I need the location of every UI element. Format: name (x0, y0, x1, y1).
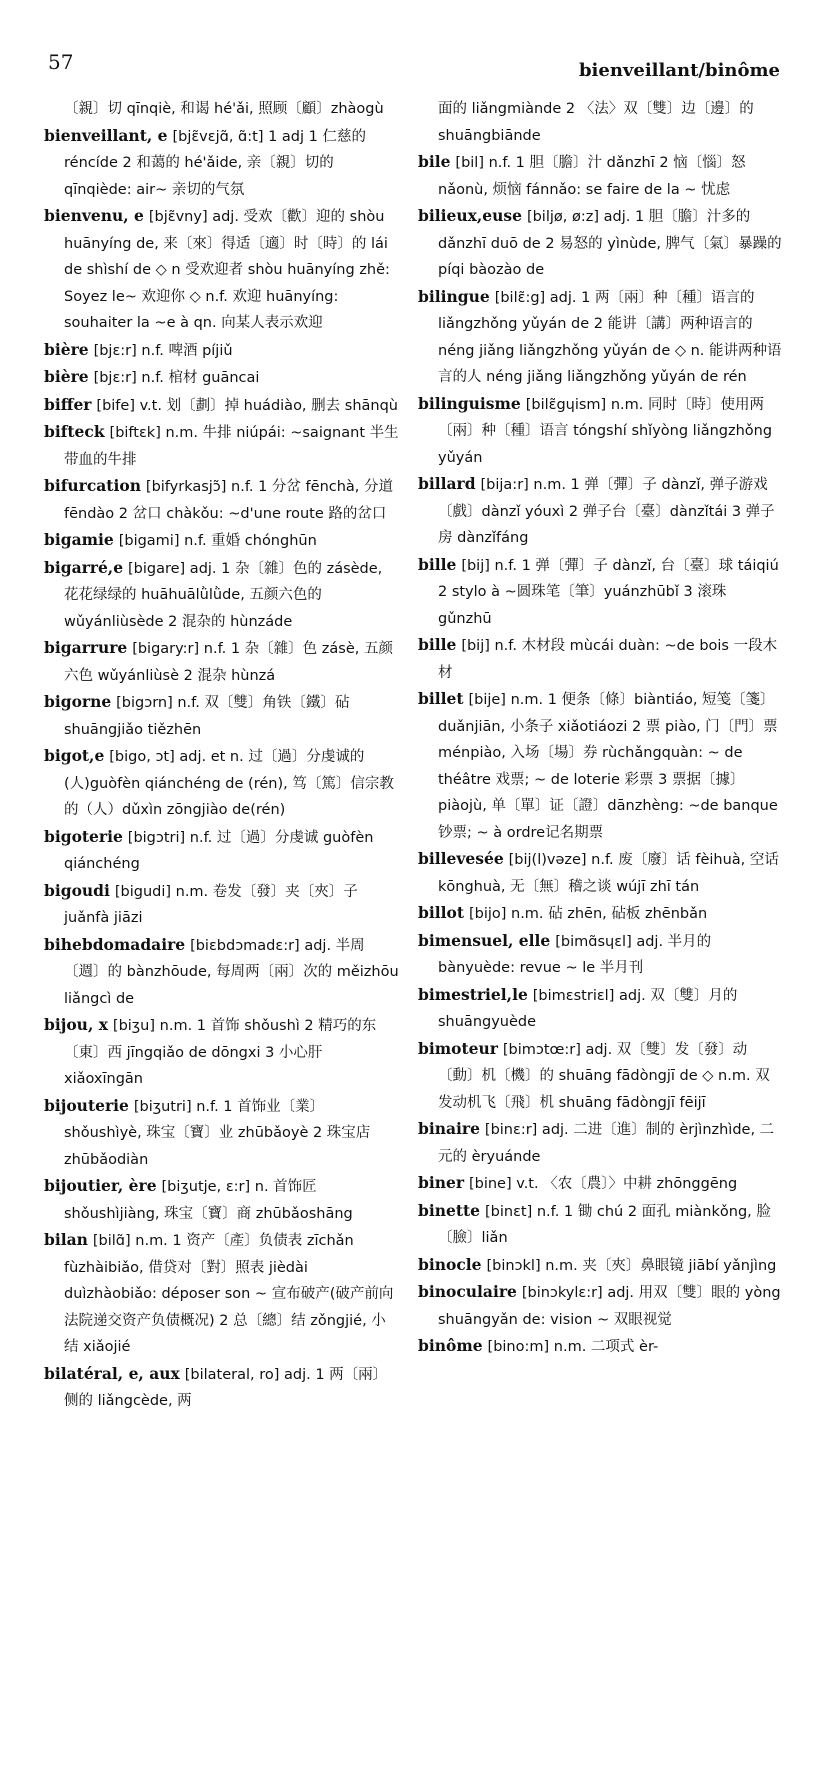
entry-headword: bijouterie (44, 1095, 129, 1115)
entry-definition: [bjɛ:r] n.f. 啤酒 píjiǔ (93, 342, 233, 359)
dictionary-entry (44, 743, 399, 824)
entry-definition: [bine] v.t. 〈农〔農〕〉中耕 zhōnggēng (468, 1176, 738, 1192)
dictionary-entry (418, 1279, 782, 1333)
dictionary-entry (44, 1173, 399, 1227)
dictionary-entry (44, 364, 399, 392)
left-column (44, 96, 399, 1415)
dictionary-entry (418, 632, 782, 686)
entry-headword: bijoutier, ère (44, 1176, 157, 1195)
entry-definition: [bjɛ̃vɛjɑ̃, ɑ̃:t] 1 adj 1 仁慈的 réncíde 2 和蔼的 hé'ǎide, 亲〔親〕切的 qīnqiède: air~ 亲切的气氛 (64, 128, 366, 198)
entry-definition: [bij] n.f. 1 弹〔彈〕子 dànzǐ, 台〔臺〕球 táiqiú 2 stylo à ~圆珠笔〔筆〕yuánzhūbǐ 3 滚珠 gǔnzhū (438, 557, 779, 627)
entry-headword: bimensuel, elle (418, 930, 551, 950)
entry-headword: billard (418, 474, 476, 493)
entry-definition: [bilɛ̃gɥism] n.m. 同时〔時〕使用两〔兩〕种〔種〕语言 tóngshí shǐyòng liǎngzhǒng yǔyán (438, 396, 773, 466)
entry-definition: [biftɛk] n.m. 牛排 niúpái: ~saignant 半生带血的牛排 (64, 425, 399, 468)
dictionary-entry (418, 471, 782, 552)
page-number: 57 (48, 50, 74, 74)
dictionary-entry (44, 1361, 399, 1415)
entry-definition: [binɛt] n.f. 1 锄 chú 2 面孔 miànkǒng, 脸〔臉〕liǎn (438, 1203, 771, 1246)
entry-headword: bigamie (44, 530, 114, 549)
entry-headword: bilieux,euse (418, 206, 522, 225)
dictionary-entry (418, 900, 782, 928)
entry-headword: bigoudi (44, 880, 110, 900)
entry-definition: [bija:r] n.m. 1 弹〔彈〕子 dànzǐ, 弹子游戏〔戲〕dànzǐ yóuxì 2 弹子台〔臺〕dànzǐtái 3 弹子房 dànzǐfáng (438, 477, 775, 546)
entry-headword: bienveillant, e (44, 125, 168, 145)
dictionary-entry (418, 686, 782, 846)
dictionary-entry (418, 552, 782, 633)
dictionary-entry (44, 203, 399, 337)
entry-definition: [bimɑ̃sɥɛl] adj. 半月的 bànyuède: revue ~ le 半月刊 (438, 933, 712, 976)
dictionary-entry (44, 123, 399, 204)
entry-headword: binoculaire (418, 1282, 517, 1301)
entry-definition: [bifyrkasjɔ̃] n.f. 1 分岔 fēnchà, 分道 fēndào 2 岔口 chàkǒu: ~d'une route 路的岔口 (64, 479, 394, 522)
dictionary-entry (418, 203, 782, 284)
dictionary-entry (418, 149, 782, 203)
dictionary-entry (418, 96, 782, 149)
dictionary-entry (418, 982, 782, 1036)
entry-definition: [bilɑ̃] n.m. 1 资产〔產〕负债表 zīchǎn fùzhàibiǎo, 借贷对〔對〕照表 jièdài duìzhàobiǎo: déposer son ~ 宣布破产(破产前向法院递交资产负债概况) 2 总〔總〕结 zǒngjié, 小结 xiǎojié (64, 1233, 394, 1355)
entry-headword: billet (418, 689, 464, 708)
entry-definition: [bigɔtri] n.f. 过〔過〕分虔诚 guòfèn qiánchéng (64, 829, 374, 872)
entry-headword: bile (418, 152, 451, 171)
entry-headword: bijou, x (44, 1015, 108, 1034)
entry-definition: [bjɛ:r] n.f. 棺材 guāncai (93, 370, 260, 386)
dictionary-entry (44, 635, 399, 689)
entry-definition: [bimɛstriɛl] adj. 双〔雙〕月的 shuāngyuède (438, 987, 738, 1030)
entry-definition: [biʒu] n.m. 1 首饰 shǒushì 2 精巧的东〔東〕西 jīngqiǎo de dōngxi 3 小心肝 xiǎoxīngān (64, 1018, 377, 1087)
entry-definition: 〔親〕切 qīnqiè, 和谒 hé'ǎi, 照顾〔顧〕zhàogù (64, 101, 384, 117)
dictionary-entry (418, 284, 782, 391)
dictionary-entry (418, 928, 782, 982)
entry-headword: bigorne (44, 692, 112, 711)
dictionary-entry (44, 96, 399, 123)
entry-headword: bihebdomadaire (44, 934, 186, 954)
entry-definition: [bigo, ɔt] adj. et n. 过〔過〕分虔诚的(人)guòfèn qiánchéng de (rén), 笃〔篤〕信宗教的（人）dǔxìn zōngjiào de(rén) (64, 749, 394, 818)
entry-headword: binaire (418, 1119, 480, 1138)
entry-definition: [biɛbdɔmadɛ:r] adj. 半周〔週〕的 bànzhōude, 每周两〔兩〕次的 měizhōu liǎngcì de (64, 937, 399, 1007)
entry-definition: [binɛ:r] adj. 二进〔進〕制的 èrjìnzhìde, 二元的 èryuánde (438, 1122, 775, 1165)
entry-definition: [biljø, ø:z] adj. 1 胆〔膽〕汁多的 dǎnzhī duō de 2 易怒的 yìnùde, 脾气〔氣〕暴躁的 píqi bàozào de (438, 209, 782, 278)
dictionary-entry (418, 1170, 782, 1198)
entry-headword: bifteck (44, 422, 105, 441)
entry-headword: bigot,e (44, 746, 105, 765)
dictionary-entry (44, 878, 399, 932)
entry-definition: [bilateral, ro] adj. 1 两〔兩〕侧的 liǎngcède, 两 (64, 1366, 388, 1409)
entry-definition: [bigɔrn] n.f. 双〔雙〕角铁〔鐵〕砧 shuāngjiǎo tiězhēn (64, 695, 350, 738)
entry-headword: binette (418, 1200, 481, 1220)
entry-headword: bilingue (418, 286, 490, 306)
dictionary-entry (418, 1116, 782, 1170)
dictionary-entry (418, 1036, 782, 1117)
entry-definition: [bigami] n.f. 重婚 chónghūn (118, 533, 317, 549)
dictionary-entry (44, 337, 399, 365)
entry-definition: [biʒutri] n.f. 1 首饰业〔業〕shǒushìyè, 珠宝〔寶〕业 zhūbǎoyè 2 珠宝店 zhūbǎodiàn (64, 1098, 371, 1168)
entry-headword: bimoteur (418, 1038, 498, 1058)
entry-headword: bienvenu, e (44, 206, 144, 225)
right-column (418, 96, 782, 1361)
entry-definition: [biʒutje, ɛ:r] n. 首饰匠 shǒushìjiàng, 珠宝〔寶〕商 zhūbǎoshāng (64, 1179, 353, 1222)
entry-headword: billevesée (418, 849, 504, 868)
dictionary-entry (44, 392, 399, 420)
entry-headword: bilan (44, 1230, 88, 1249)
dictionary-entry (44, 1093, 399, 1174)
dictionary-entry (418, 391, 782, 472)
dictionary-entry (418, 1252, 782, 1280)
entry-headword: bière (44, 339, 89, 359)
dictionary-entry (44, 824, 399, 878)
entry-definition: [bil] n.f. 1 胆〔膽〕汁 dǎnzhī 2 恼〔惱〕怒 nǎonù, 烦恼 fánnǎo: se faire de la ~ 忧虑 (438, 155, 746, 198)
entry-definition: [bij(l)vəze] n.f. 废〔廢〕话 fèihuà, 空话 kōnghuà, 无〔無〕稽之谈 wújī zhī tán (438, 852, 779, 895)
entry-headword: bigoterie (44, 826, 123, 846)
entry-definition: 面的 liǎngmiànde 2 〈法〉双〔雙〕边〔邊〕的 shuāngbiānde (438, 101, 754, 144)
entry-headword: bière (44, 367, 89, 386)
dictionary-entry (44, 473, 399, 527)
entry-headword: biner (418, 1173, 465, 1192)
dictionary-entry (44, 932, 399, 1013)
entry-headword: bigarrure (44, 638, 128, 657)
entry-headword: bille (418, 554, 457, 574)
entry-definition: [bino:m] n.m. 二项式 èr- (487, 1339, 659, 1355)
entry-definition: [bilɛ̃:g] adj. 1 两〔兩〕种〔種〕语言的 liǎngzhǒng yǔyán de 2 能讲〔講〕两种语言的 néng jiǎng liǎngzhǒng yǔyán de ◇ n. 能讲两种语言的人 néng jiǎng liǎngzhǒng yǔyán de rén (438, 289, 782, 385)
entry-definition: [binɔkl] n.m. 夹〔夾〕鼻眼镜 jiābí yǎnjìng (486, 1257, 777, 1274)
entry-headword: binocle (418, 1254, 482, 1274)
dictionary-entry (44, 1012, 399, 1093)
entry-headword: billot (418, 903, 465, 922)
running-head: bienveillant/binôme (578, 60, 780, 81)
entry-headword: binôme (418, 1336, 483, 1355)
dictionary-entry (44, 555, 399, 636)
entry-headword: biffer (44, 394, 92, 414)
entry-headword: bifurcation (44, 476, 141, 495)
dictionary-entry (44, 1227, 399, 1361)
dictionary-entry (418, 846, 782, 900)
entry-definition: [binɔkylɛ:r] adj. 用双〔雙〕眼的 yòng shuāngyǎn de: vision ~ 双眼视觉 (438, 1285, 781, 1328)
entry-headword: bigarré,e (44, 557, 124, 577)
entry-definition: [bife] v.t. 划〔劃〕掉 huádiào, 删去 shānqù (96, 397, 398, 414)
entry-headword: bilatéral, e, aux (44, 1363, 180, 1383)
entry-definition: [bigare] adj. 1 杂〔雜〕色的 zásède, 花花绿绿的 huāhuālǜlǜde, 五颜六色的 wǔyánliùsède 2 混杂的 hùnzáde (64, 560, 383, 630)
entry-definition: [bjɛ̃vny] adj. 受欢〔歡〕迎的 shòu huānyíng de, 来〔來〕得适〔適〕时〔時〕的 lái de shìshí de ◇ n 受欢迎者 shòu huānyíng zhě: Soyez le~ 欢迎你 ◇ n.f. 欢迎 huānyíng: souhaiter la ~e à qn. 向某人表示欢迎 (64, 209, 390, 331)
entry-headword: bille (418, 635, 457, 654)
entry-headword: bimestriel,le (418, 984, 528, 1004)
entry-definition: [bij] n.f. 木材段 mùcái duàn: ~de bois 一段木材 (438, 638, 778, 681)
dictionary-entry (44, 419, 399, 473)
entry-definition: [bimɔtœ:r] adj. 双〔雙〕发〔發〕动〔動〕机〔機〕的 shuāng fādòngjī de ◇ n.m. 双发动机飞〔飛〕机 shuāng fādòngjī fēijī (438, 1041, 770, 1111)
entry-definition: [bigary:r] n.f. 1 杂〔雜〕色 zásè, 五颜六色 wǔyánliùsè 2 混杂 hùnzá (64, 641, 393, 684)
dictionary-entry (418, 1333, 782, 1361)
entry-headword: bilinguisme (418, 393, 521, 413)
dictionary-entry (44, 527, 399, 555)
dictionary-entry (418, 1198, 782, 1252)
dictionary-entry (44, 689, 399, 743)
entry-definition: [bije] n.m. 1 便条〔條〕biàntiáo, 短笺〔箋〕duǎnjiān, 小条子 xiǎotiáozi 2 票 piào, 门〔門〕票 ménpiào, 入场〔場〕券 rùchǎngquàn: ~ de théâtre 戏票; ~ de loterie 彩票 3 票据〔據〕piàojù, 单〔單〕证〔證〕dānzhèng: ~de banque 钞票; ~ à ordre记名期票 (438, 692, 778, 841)
entry-definition: [bigudi] n.m. 卷发〔發〕夹〔夾〕子 juǎnfà jiāzi (64, 883, 358, 926)
entry-definition: [bijo] n.m. 砧 zhēn, 砧板 zhēnbǎn (468, 906, 708, 922)
